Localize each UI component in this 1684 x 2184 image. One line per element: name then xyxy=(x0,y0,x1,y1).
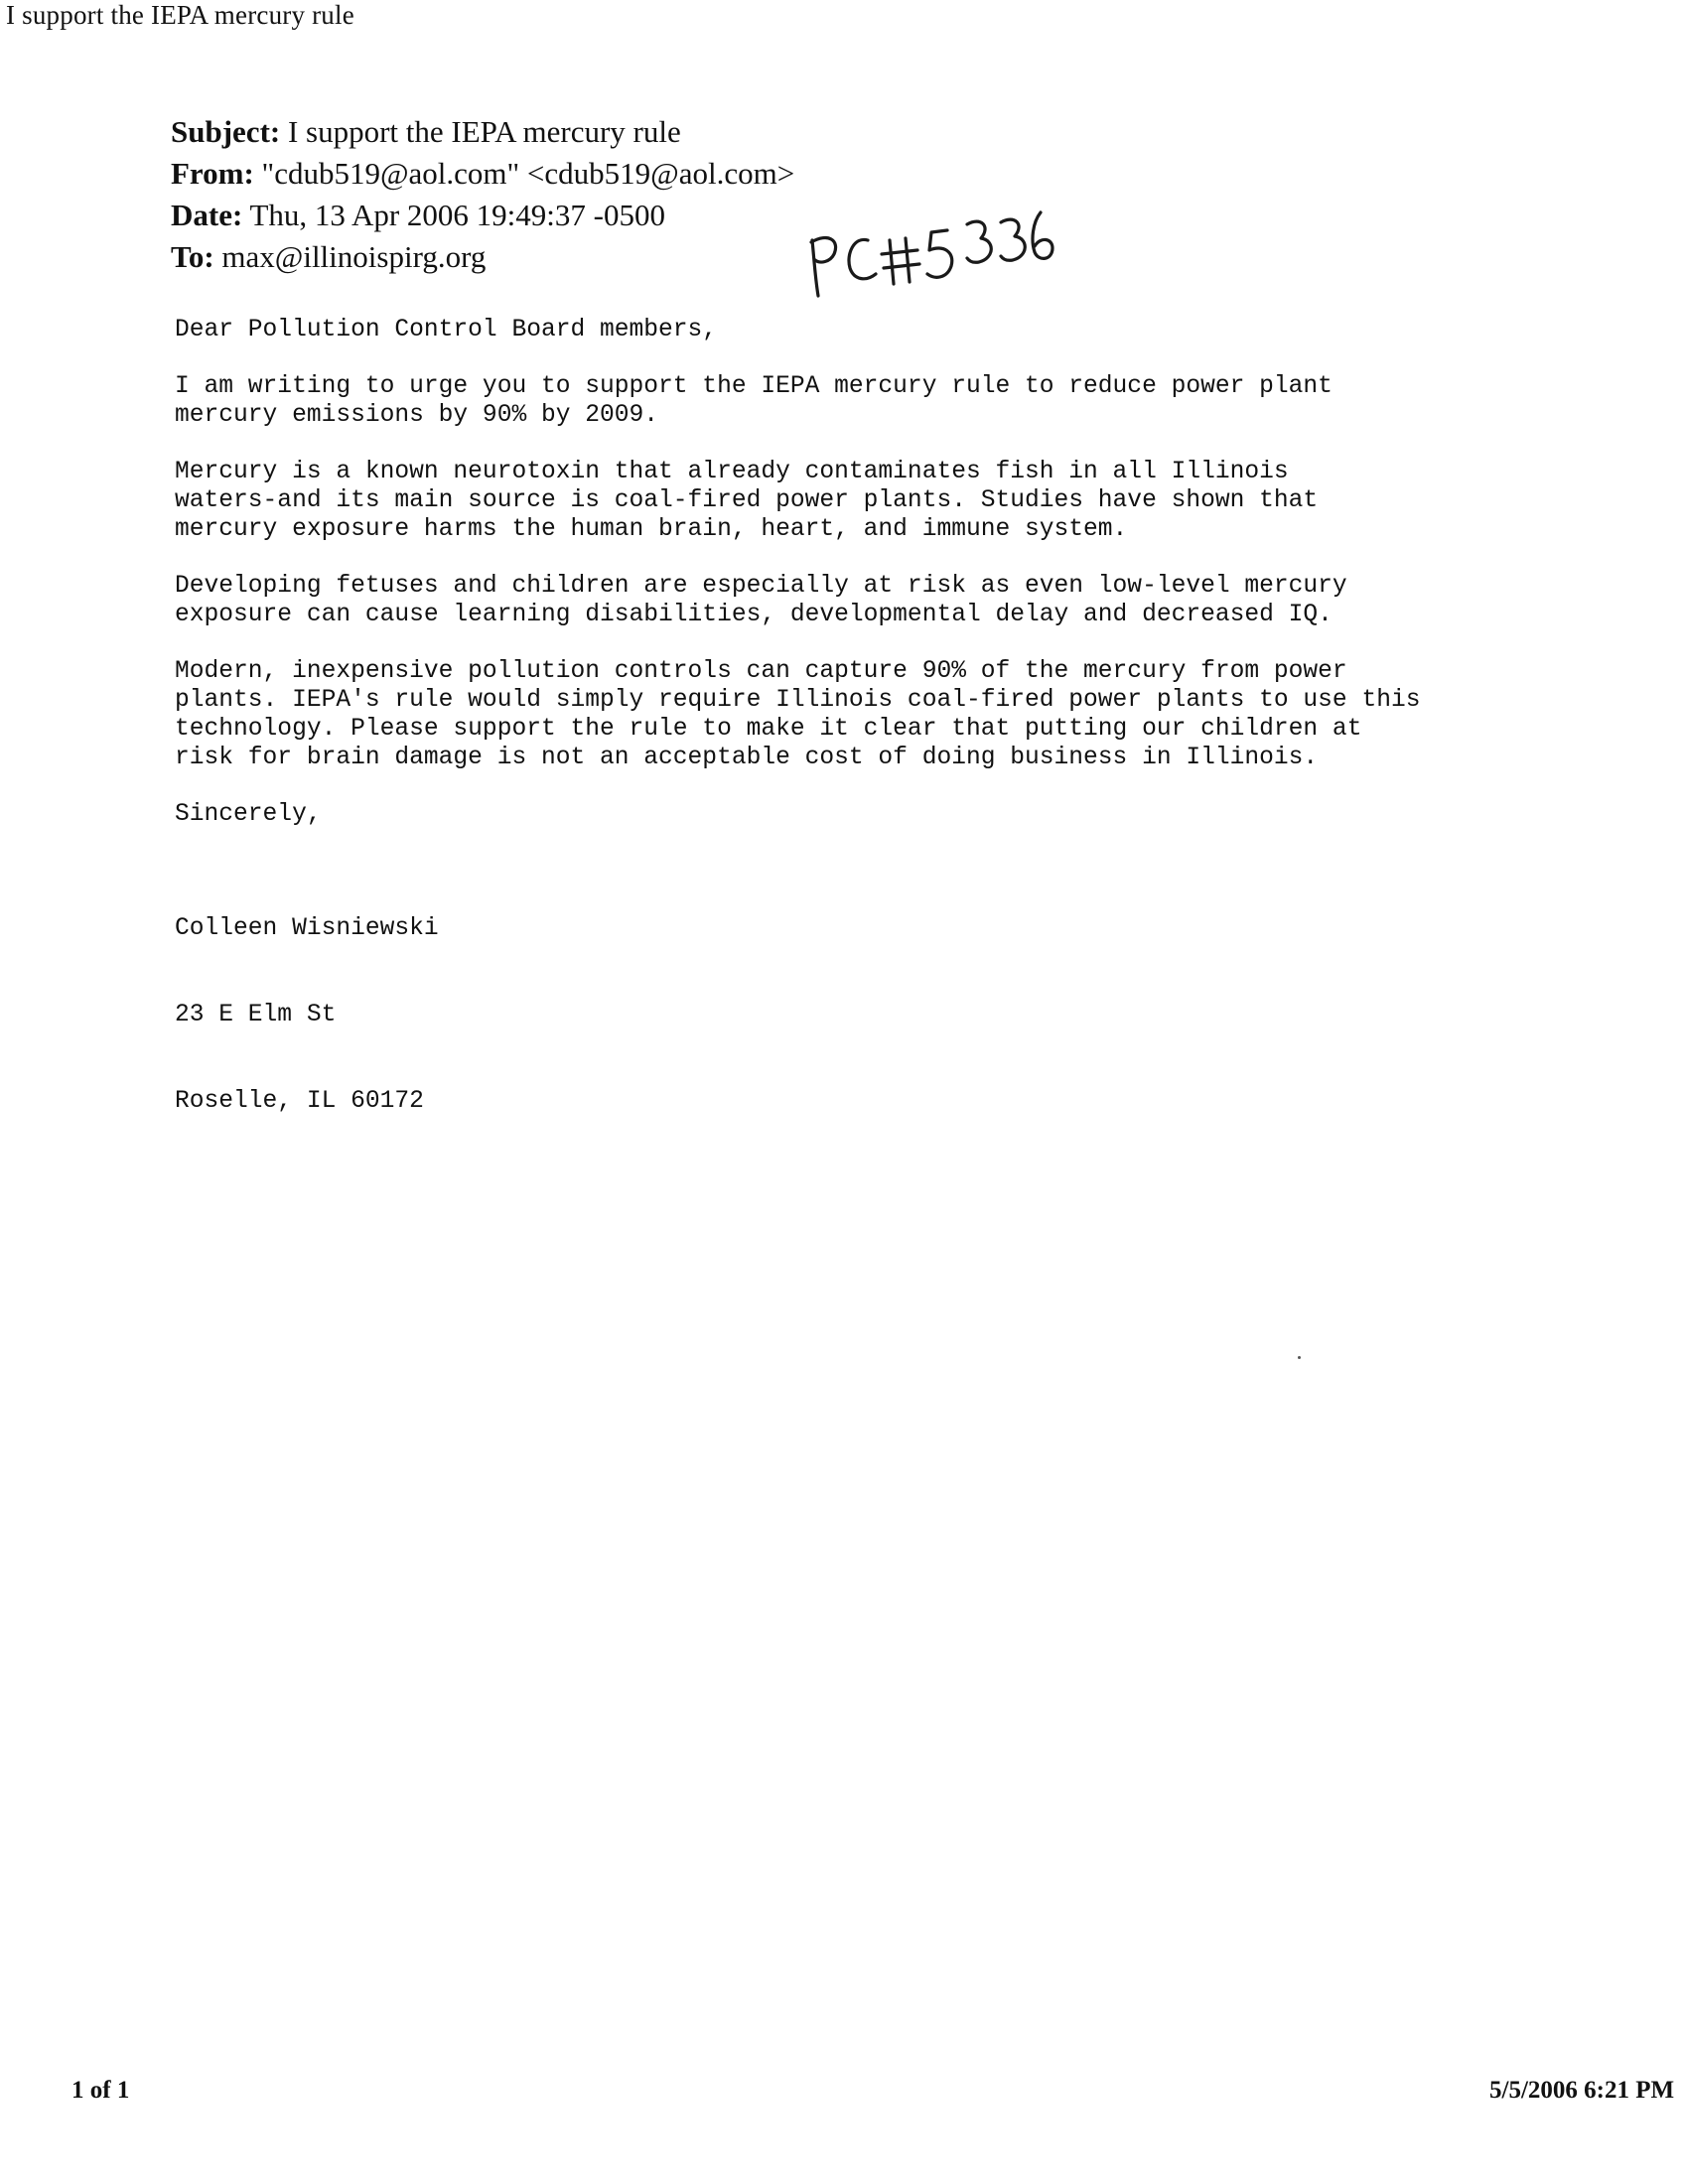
paragraph-4: Modern, inexpensive pollution controls can capture 90% of the mercury from power plants. IEPA's rule would simply require Illinois coal-fired power plants to use this technology. Please support the rule to make it clear that putting our children at risk for brain damage is not an acceptable cost of doing business in Illinois. xyxy=(175,658,1421,771)
date-label: Date: xyxy=(171,198,243,232)
paragraph-3: Developing fetuses and children are especially at risk as even low-level mercury exposure can cause learning disabilities, developmental delay and decreased IQ. xyxy=(175,573,1347,628)
to-value: max@illinoispirg.org xyxy=(221,239,487,274)
date-row xyxy=(171,195,794,236)
greeting: Dear Pollution Control Board members, xyxy=(175,317,718,343)
page-count: 1 of 1 xyxy=(71,2077,130,2104)
page-header-title: I support the IEPA mercury rule xyxy=(6,0,354,30)
email-header xyxy=(171,111,794,278)
to-row xyxy=(171,236,794,278)
signature-city: Roselle, IL 60172 xyxy=(175,1088,424,1115)
signature-block xyxy=(175,857,1644,1173)
date-value: Thu, 13 Apr 2006 19:49:37 -0500 xyxy=(249,198,665,232)
closing: Sincerely, xyxy=(175,801,322,828)
subject-value: I support the IEPA mercury rule xyxy=(287,114,681,149)
signature-name: Colleen Wisniewski xyxy=(175,915,439,942)
email-body xyxy=(175,316,1644,1173)
subject-label: Subject: xyxy=(171,114,281,149)
from-value: "cdub519@aol.com" <cdub519@aol.com> xyxy=(261,156,795,191)
from-label: From: xyxy=(171,156,254,191)
to-label: To: xyxy=(171,239,214,274)
from-row xyxy=(171,153,794,195)
signature-street: 23 E Elm St xyxy=(175,1002,337,1028)
paragraph-1: I am writing to urge you to support the IEPA mercury rule to reduce power plant mercury emissions by 90% by 2009. xyxy=(175,373,1333,429)
handwritten-stamp xyxy=(806,210,1054,300)
paragraph-2: Mercury is a known neurotoxin that already contaminates fish in all Illinois waters-and its main source is coal-fired power plants. Studies have shown that mercury exposure harms the human brain, heart, and immune system. xyxy=(175,459,1319,543)
print-timestamp: 5/5/2006 6:21 PM xyxy=(1489,2077,1675,2104)
scan-speck xyxy=(1298,1356,1301,1359)
subject-row xyxy=(171,111,794,153)
